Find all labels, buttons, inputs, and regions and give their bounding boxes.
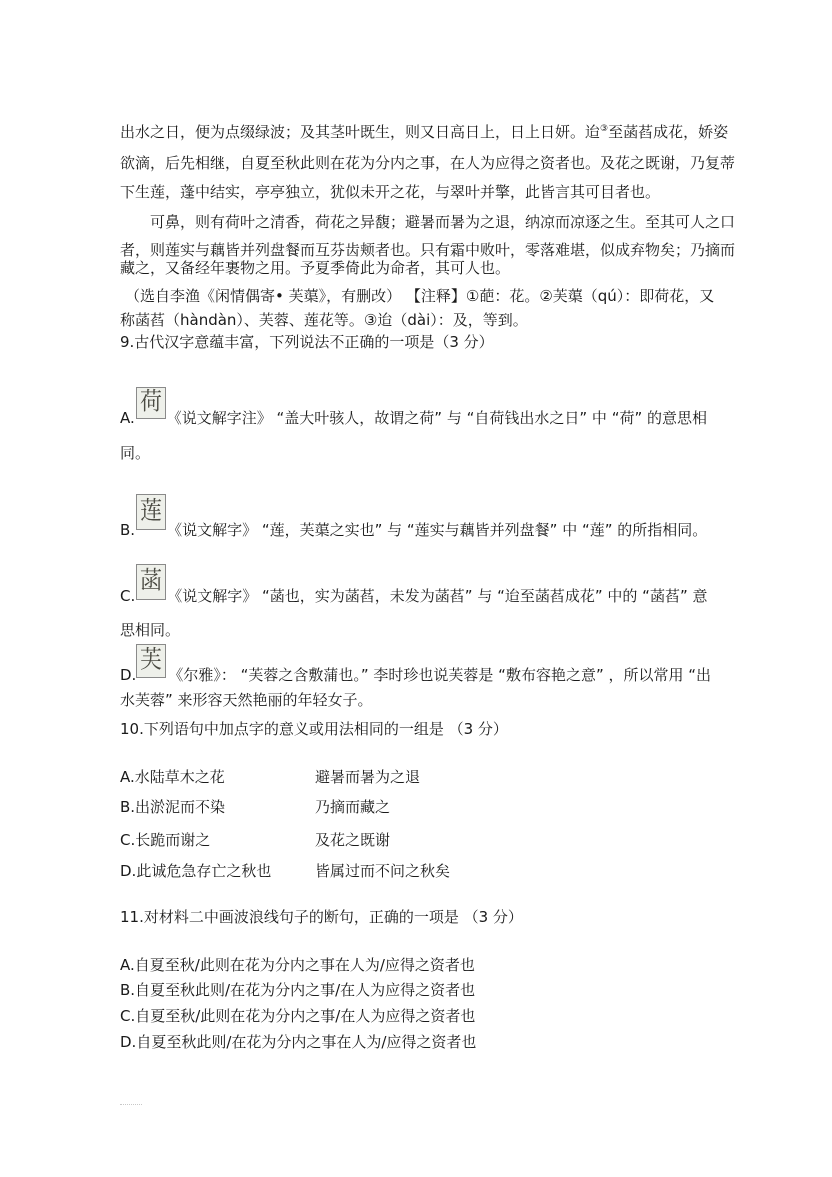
seal-script-lian-icon: 莲 bbox=[136, 494, 166, 530]
q9-option-b-label: B. bbox=[120, 521, 136, 539]
q10-option-b[interactable] bbox=[120, 797, 391, 817]
q9-option-d-cont: 水芙蓉” 来形容天然艳丽的年轻女子。 bbox=[120, 691, 373, 709]
footer-divider bbox=[120, 1104, 142, 1105]
q10-option-d-left: D.此诚危急存亡之秋也 bbox=[120, 862, 272, 880]
q11-option-a[interactable]: A.自夏至秋/此则在花为分内之事在人为/应得之资者也 bbox=[120, 956, 475, 974]
q11-stem: 11.对材料二中画波浪线句子的断句，正确的一项是 （3 分） bbox=[120, 908, 523, 926]
q9-option-d-label: D. bbox=[120, 666, 137, 684]
q9-option-a-text: 《说文解字注》 “盖大叶骇人，故谓之荷” 与 “自荷钱出水之日” 中 “荷” 的意思相 bbox=[166, 409, 708, 427]
q10-option-a[interactable] bbox=[120, 767, 421, 787]
q10-stem: 10.下列语句中加点字的意义或用法相同的一组是 （3 分） bbox=[120, 720, 508, 738]
q10-option-a-left: A.水陆草木之花 bbox=[120, 768, 225, 786]
q10-option-a-right: 避暑而暑为之退 bbox=[315, 768, 421, 786]
q10-option-b-right: 乃摘而藏之 bbox=[315, 798, 391, 816]
q11-option-d[interactable]: D.自夏至秋此则/在花为分内之事在人为/应得之资者也 bbox=[120, 1033, 477, 1051]
q10-option-d[interactable] bbox=[120, 861, 451, 881]
q9-stem: 9.古代汉字意蕴丰富，下列说法不正确的一项是（3 分） bbox=[120, 333, 494, 351]
passage-line-4: 可鼻，则有荷叶之清香，荷花之异馥；避暑而暑为之退，纳凉而凉逐之生。至其可人之口 bbox=[150, 213, 736, 231]
passage-line-2: 欲滴，后先相继，自夏至秋此则在花为分内之事，在人为应得之资者也。及花之既谢，乃复蒂 bbox=[120, 154, 736, 172]
q9-option-b-text: 《说文解字》 “莲，芙蕖之实也” 与 “莲实与藕皆并列盘餐” 中 “莲” 的所指相同。 bbox=[167, 521, 708, 539]
q9-option-b[interactable] bbox=[120, 520, 707, 540]
passage-line-3: 下生莲，蓬中结实，亭亭独立，犹似未开之花，与翠叶并擎，此皆言其可目者也。 bbox=[120, 183, 661, 201]
q9-option-c[interactable] bbox=[120, 586, 708, 606]
q11-option-c[interactable]: C.自夏至秋/此则在花为分内之事/在人为应得之资者也 bbox=[120, 1007, 476, 1025]
source-note-line-1: （选自李渔《闲情偶寄• 芙蕖》，有删改） 【注释】①葩：花。②芙蕖（qú）：即荷花，又 bbox=[125, 287, 715, 305]
passage-line-5: 者，则莲实与藕皆并列盘餐而互芬齿颊者也。只有霜中败叶，零落难堪，似成弃物矣；乃摘而 bbox=[120, 241, 736, 259]
q9-option-a[interactable] bbox=[120, 408, 707, 428]
q9-option-d[interactable] bbox=[120, 665, 711, 685]
q10-option-c[interactable] bbox=[120, 830, 391, 850]
q9-option-c-label: C. bbox=[120, 587, 136, 605]
passage-line-6: 藏之，又备经年裹物之用。予夏季倚此为命者，其可人也。 bbox=[120, 259, 511, 277]
q9-option-c-cont: 思相同。 bbox=[120, 621, 181, 639]
seal-script-he-icon: 荷 bbox=[136, 387, 166, 419]
q9-option-c-text: 《说文解字》 “菡也，实为菡萏，未发为菡萏” 与 “迨至菡萏成花” 中的 “菡萏” 意 bbox=[167, 587, 708, 605]
q10-option-c-left: C.长跪而谢之 bbox=[120, 831, 211, 849]
q11-option-b[interactable]: B.自夏至秋此则/在花为分内之事/在人为应得之资者也 bbox=[120, 981, 476, 999]
seal-script-han-icon: 菡 bbox=[136, 564, 166, 600]
source-note-line-2: 称菡萏（hàndàn）、芙蓉、莲花等。③迨（dài）：及，等到。 bbox=[120, 311, 528, 329]
q9-option-d-text: 《尔雅》： “芙蓉之含敷蒲也。” 李时珍也说芙蓉是 “敷布容艳之意” ，所以常用 “出 bbox=[168, 666, 712, 684]
passage-line-1: 出水之日，便为点缀绿波；及其茎叶既生，则又日高日上，日上日妍。迨③至菡萏成花，娇姿 bbox=[120, 123, 729, 141]
q10-option-b-left: B.出淤泥而不染 bbox=[120, 798, 226, 816]
q10-option-c-right: 及花之既谢 bbox=[315, 831, 391, 849]
seal-script-fu-icon: 芙 bbox=[136, 644, 166, 678]
q9-option-a-cont: 同。 bbox=[120, 444, 151, 462]
q10-option-d-right: 皆属过而不问之秋矣 bbox=[315, 862, 451, 880]
q9-option-a-label: A. bbox=[120, 409, 135, 427]
